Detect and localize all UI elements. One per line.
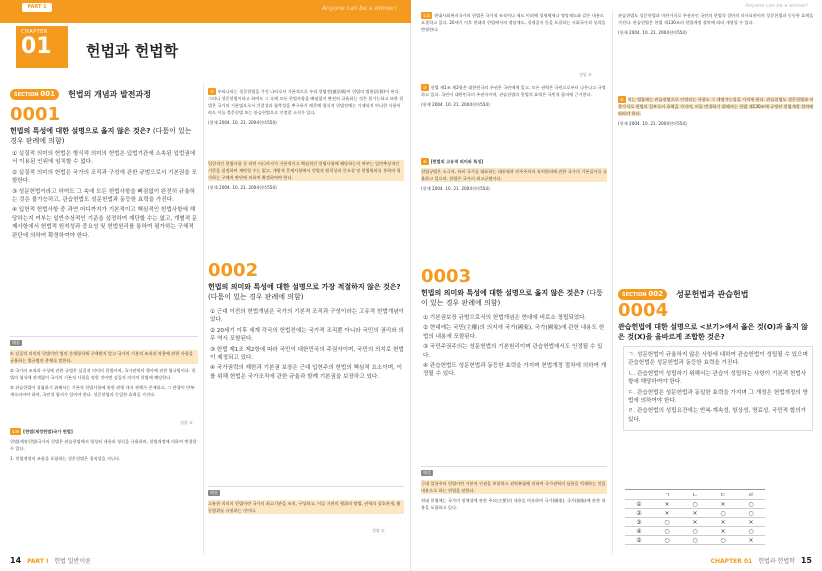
table-cell: ○ [709, 509, 737, 518]
bogi-4: ㄹ. 관습헌법의 성립요건에는 반복·계속성, 항상성, 명료성, 국민적 합의가 있다. [628, 408, 807, 423]
top-band [0, 0, 411, 23]
mid2-text: 입헌적인 헌법사항 중 과연 어디까지가 기본적이고 핵심적인 헌법사항에 해당하는지 여부는 일반추상적인 기준을 설정하여 재단할 수는 없고, 개별적 문제사항에서 헌법적 원칙성과 중요성 및 헌법원리를 통하여 평가하는 구체적 판단에 의하여 확정하여야 한다. [208, 160, 404, 181]
section-header [10, 84, 160, 99]
page-number: 14 [10, 556, 22, 565]
divider [10, 336, 198, 337]
table-cell: ④ [625, 527, 653, 536]
r-lower-title: [헌법의 고유적 의미와 특징] [430, 159, 484, 164]
choice-2: ② 실질적 의미의 헌법은 국가의 조직과 구성에 관한 규범으로서 기본권을 포함한다. [12, 169, 197, 185]
explanation-tag: 해설 [12, 340, 20, 345]
table-cell: ○ [653, 518, 681, 527]
choice-2-1: ① 근대 이전의 헌법개념은 국가의 기본적 조직과 구성이라는 고유적 헌법개념이었다. [210, 309, 404, 324]
choice-3-1: ① 기본권보장 규범으로서의 헌법개념은 현대에 비로소 정립되었다. [423, 315, 587, 321]
r-mid-cite: (헌재 2004. 10. 21. 2004헌마554) [421, 102, 490, 107]
table-row [625, 500, 765, 509]
footer-chapter: CHAPTER 01 [710, 558, 753, 565]
table-cell: × [737, 518, 765, 527]
section-number: 001 [40, 90, 56, 98]
r-mid-tag: ③ [423, 85, 427, 90]
table-cell: ○ [681, 500, 709, 509]
question-text-4: 관습헌법에 대한 설명으로 <보기>에서 옳은 것(O)과 옳지 않은 것(X)을 올바르게 조합한 것은? [618, 323, 808, 341]
r-col2-mid [618, 96, 814, 130]
r-mid-text: 헌법 제1조 제2항은 대한민국의 주권은 국민에게 있고, 모든 권력은 국민으로부터 나온다고 규정하고 있다. 국민이 대한민국의 주권자이며, 관습헌법의 헌법적 효력은 국민적 합의에 근거한다. [421, 85, 606, 97]
choice-2-2: ② 20세기 이후 세계 각국의 헌법전에는 국가적 조직뿐 아니라 국민의 권리와 의무 역시 포함된다. [210, 327, 404, 343]
r-col2-top-cite: (헌재 2004. 10. 21. 2004헌마554) [618, 30, 687, 35]
answer-header-cell [625, 490, 653, 500]
table-cell: × [681, 518, 709, 527]
footer-part: PART I [27, 558, 49, 565]
section-title: 헌법의 개념과 발전과정 [68, 90, 151, 99]
part-label: PART 1 [22, 3, 52, 12]
section-label: SECTION [14, 92, 39, 98]
explanation-item-2: ② 국가의 조직과 구성에 관한 규범은 실질적 의미의 헌법이며, 국가권력의 행사에 관한 법규범이다. 헌법의 형식에 관계없이 국가의 기본적 사항을 정한 것이면 실질적 의미의 헌법에 해당한다. [10, 368, 196, 380]
choice-3: ③ 성문헌법이라고 하여도 그 속에 모든 헌법사항을 빠짐없이 완전히 규율하는 것은 불가능하고, 관습헌법도 성문헌법과 동등한 효력을 가진다. [12, 188, 196, 204]
question-number-4: 0004 [618, 300, 669, 321]
explanation-3-text-2: 현대 헌법에는 국가의 정체성에 관한 주요(主要)의 내용을 비롯하여 국가(國家), 국가(國家)에 관한 내용을 포함하고 있다. [421, 498, 606, 510]
bogi-box [623, 346, 813, 431]
table-cell: ① [625, 500, 653, 509]
section-title-2: 성문헌법과 관습헌법 [676, 290, 749, 299]
chapter-box [16, 26, 68, 68]
question-qualifier: (다툼이 있는 경우 판례에 의함) [10, 127, 192, 145]
divider-2 [208, 486, 404, 487]
explanation-item-1: ① 실질적 의미의 헌법이란 법의 존재형식에 구애받지 않고 국가의 기본적 조직과 작용에 관한 사항을 규율하는 법규범의 총체를 말한다. [10, 350, 198, 364]
table-cell: × [737, 536, 765, 545]
slogan: Anyone can be a winner! [322, 5, 397, 12]
table-cell: ○ [709, 536, 737, 545]
table-cell: ○ [737, 527, 765, 536]
r-top-solve: 정답 ③ [579, 72, 592, 77]
divider-3 [421, 466, 607, 467]
answer-note: 정답 ③ [180, 420, 193, 425]
mid-tag: ④ [210, 89, 214, 94]
footer-title: 헌법과 헌법학 [758, 558, 795, 565]
table-cell: × [709, 518, 737, 527]
bogi-1: ㄱ. 성문헌법이 규율하지 않은 사항에 대하여 관습헌법이 성립될 수 있으며 관습헌법은 성문헌법과 동등한 효력을 가진다. [628, 352, 808, 367]
r-col2-mid-text: 이는 법률에는 관습헌법으로 인정되는 사항도 그 개정가능성을 가지게 된다. 관습헌법도 성문헌법과 마찬가지로 헌법의 일부로서 효력을 가지며, 이를 변경하기 위해서는 헌법 제130조에 규정된 헌법개정 절차에 따라야 한다. [618, 97, 814, 116]
r-top-text: 현대사회복지국가의 헌법은 국가적 조직이나 제도 이외에 경제체제나 정당제도와 같은 내용도 포괄하고 있다. 20세기 이후 현대적 헌법에서의 정당제도, 경제질서 등을 포괄하는 사회국가적 성격을 반영한다. [421, 13, 606, 32]
r-top-tag: ①② [423, 13, 431, 18]
choice-1: ① 실질적 의미의 헌법은 형식적 의미의 헌법은 입법기관에 소속된 입법권에서 이용된 인위에 임치할 수 없다. [12, 151, 196, 166]
choice-4: ④ 입헌적 헌법사항 중 과연 어디까지가 기본적이고 핵심적인 헌법사항에 해당하는지 여부는 일반추상적인 기준을 설정하여 재단할 수는 없고, 개별적 문제사항에서 헌법적 원칙성과 중요성 및 헌법원리를 통하여 평가하는 구체적 판단에 의하여 확정하여야 한다. [12, 207, 198, 239]
table-cell: × [653, 500, 681, 509]
explanation [10, 350, 198, 401]
answer-note-2: 정답 ② [372, 528, 385, 533]
mid-explanation-2 [208, 160, 404, 194]
extra-title: [헌법(제정헌법)국가 헌법] [23, 429, 73, 434]
explanation-3 [421, 480, 607, 514]
page-number-right: 15 [800, 556, 812, 565]
r-col2-mid-cite: (헌재 2004. 10. 21. 2004헌마554) [618, 121, 687, 126]
table-cell: ○ [681, 536, 709, 545]
table-cell: × [709, 500, 737, 509]
explanation-3-text-1: 근대 입헌주의 헌법이란 기본적 인권을 보장하고 권력분립에 의하여 국가권력의 남용을 억제하는 것을 내용으로 하는 헌법을 말한다. [421, 481, 606, 493]
explanation-item-3: ③ 관습헌법이 성립하기 위해서는 기본적 헌법사항에 관한 관행 내지 관례가 존재하고, 그 관행이 반복·계속되어야 하며, 국민적 합의가 있어야 한다. 성문헌법과 동일한 효력을 가진다. [10, 385, 196, 397]
mid-cite: (헌재 2004. 10. 21. 2004헌마554) [208, 120, 277, 125]
table-row [625, 536, 765, 545]
question-text-2 [208, 282, 404, 302]
r-col2-mid-tag: ④ [620, 97, 624, 102]
choice-3-3: ③ 국민주권주의는 성문헌법의 기본원리이며 관습헌법에서도 인정될 수 있다. [423, 344, 603, 359]
section-pill [10, 89, 59, 100]
page-footer-right [711, 556, 812, 565]
choice-2-3: ③ 헌법 제1조 제2항에 따라 국민이 대한민국의 주권자이며, 국민의 의지로 헌법이 제정되고 있다. [210, 346, 404, 362]
table-cell: ⑤ [625, 536, 653, 545]
answer-table [625, 489, 765, 545]
mid2-cite: (헌재 2004. 10. 21. 2004헌마554) [208, 185, 277, 190]
answer-table-header [625, 490, 765, 500]
section-label-2: SECTION [622, 292, 647, 298]
choice-list-2 [210, 308, 404, 383]
r-col2-top [618, 12, 814, 39]
r-lower-tag: ④ [423, 159, 427, 164]
footer-section: 헌법 일반이론 [54, 558, 91, 565]
table-cell: ② [625, 509, 653, 518]
question-stem-2: 헌법의 의미와 특성에 대한 설명으로 가장 적절하지 않은 것은? [208, 283, 401, 291]
mid-text: 우리나라는 성문헌법을 가진 나라로서 기본적으로 우리 헌법전(憲法典)이 헌법의 법원(法源)이 된다. 그러나 성문헌법이라고 하여도 그 속에 모든 헌법사항을 빠짐없이 완전히 규율하는 것은 불가능하고 또한 헌법은 국가의 기본법으로서 간결성과 함축성을 추구하기 때문에 형식적 헌법전에는 기재되지 아니한 사항이라도 이를 불문헌법 또는 관습헌법으로 인정할 소지가 있다. [208, 89, 404, 115]
answer-header-cell: ㄷ [709, 490, 737, 500]
table-cell: ○ [653, 527, 681, 536]
r-col1-top [421, 12, 607, 36]
right-page [411, 0, 822, 571]
table-row [625, 509, 765, 518]
r-col1-mid [421, 84, 607, 111]
page-footer [10, 556, 91, 565]
choice-list [12, 150, 198, 242]
table-cell: × [681, 509, 709, 518]
question-number: 0001 [10, 104, 61, 125]
extra-note: 1. 헌법개정의 조항을 포함하는 성문헌법은 경직성을 지닌다. [10, 456, 121, 461]
r-lower-text: 헌법규범은 소극적, 특히 국가를 대표하는 대통령과 민주주의의 통치원리에 관한 국가의 기본질서를 규율하고 있으며, 헌법은 국가의 최고규범이다. [421, 169, 607, 181]
table-cell: ○ [653, 536, 681, 545]
explanation-tag-2: 해설 [210, 490, 218, 495]
question-stem-3: 헌법의 의미와 특성에 대한 설명으로 옳지 않은 것은? [421, 289, 585, 297]
explanation-2-text: 고유한 의미의 헌법이란 국가의 최고기관을 조직, 구성하고, 이들 기관의 행위의 방법, 권력의 상호관계, 활동범위를 규정하는 것이다. [208, 500, 404, 514]
question-number-2: 0002 [208, 260, 259, 281]
table-cell: ○ [681, 527, 709, 536]
r-lower-cite: (헌재 2004. 10. 21. 2004헌마554) [421, 186, 490, 191]
column-divider-right [612, 10, 613, 554]
choice-list-3 [423, 314, 607, 381]
table-row [625, 527, 765, 536]
table-cell: ○ [737, 509, 765, 518]
chapter-number: 01 [21, 34, 52, 59]
section-number-2: 002 [648, 290, 664, 298]
answer-header-cell: ㄱ [653, 490, 681, 500]
answer-header-cell: ㄹ [737, 490, 765, 500]
table-cell: ○ [737, 500, 765, 509]
table-cell: × [653, 509, 681, 518]
section-pill-2 [618, 289, 667, 300]
table-row [625, 518, 765, 527]
question-text [10, 126, 198, 146]
mid-explanation [208, 88, 404, 129]
right-slogan: Anyone can be a winner! [745, 3, 808, 9]
choice-3-4: ④ 관습헌법도 성문헌법과 동등한 효력을 가지며 헌법개정 절차에 의하여 개정될 수 있다. [423, 363, 607, 378]
extra-text: 헌법(제정헌법)국가의 헌법은 관습헌법에서 형성된 내용과 형식을 규율하며, 헌법개정에 의하여 변경할 수 있다. [10, 439, 197, 451]
extra-tag: ①④ [12, 429, 20, 434]
r-col2-top-text: 관습헌법도 성문헌법과 마찬가지로 주권자인 국민의 헌법적 결단의 의사표현이며 성문헌법과 동등한 효력을 가진다. 관습헌법은 헌법 제130조의 헌법개정 절차에 따라 개정될 수 있다. [618, 13, 814, 25]
explanation-tag-3: 해설 [423, 470, 431, 475]
r-col1-lower [421, 158, 607, 195]
explanation-2 [208, 500, 404, 517]
question-number-3: 0003 [421, 266, 472, 287]
section-header-2 [618, 284, 818, 299]
question-text-3 [421, 288, 607, 308]
table-cell: ③ [625, 518, 653, 527]
question-stem: 헌법의 특성에 대한 설명으로 옳지 않은 것은? [10, 127, 151, 135]
column-divider [203, 84, 204, 554]
bogi-2: ㄴ. 관습헌법이 성립하기 위해서는 관습이 성립하는 사항이 기본적 헌법사항에 해당하여야 한다. [628, 370, 807, 386]
extra-explanation [10, 428, 198, 465]
answer-header-cell: ㄴ [681, 490, 709, 500]
choice-3-2: ② 현대에는 국민(主權)의 의지에 국가(國家), 국가(國家)에 관한 내용도 헌법의 내용에 포함된다. [423, 325, 605, 340]
choice-2-4: ④ 국가권력의 제한과 기본권 보장은 근대 입헌주의 헌법의 핵심적 요소이며, 이를 위해 헌법은 국가조직에 관한 규율과 함께 기본권을 보장하고 있다. [210, 365, 403, 380]
question-qualifier-3: (다툼이 있는 경우 판례에 의함) [421, 289, 603, 307]
chapter-label: CHAPTER [21, 29, 48, 35]
chapter-title: 헌법과 헌법학 [86, 42, 179, 60]
table-cell: × [709, 527, 737, 536]
question-qualifier-2: (다툼이 있는 경우 판례에 의함) [208, 293, 304, 301]
bogi-3: ㄷ. 관습헌법은 성문헌법과 동일한 효력을 가지며 그 개정은 헌법개정의 방법에 의하여야 한다. [628, 389, 808, 405]
